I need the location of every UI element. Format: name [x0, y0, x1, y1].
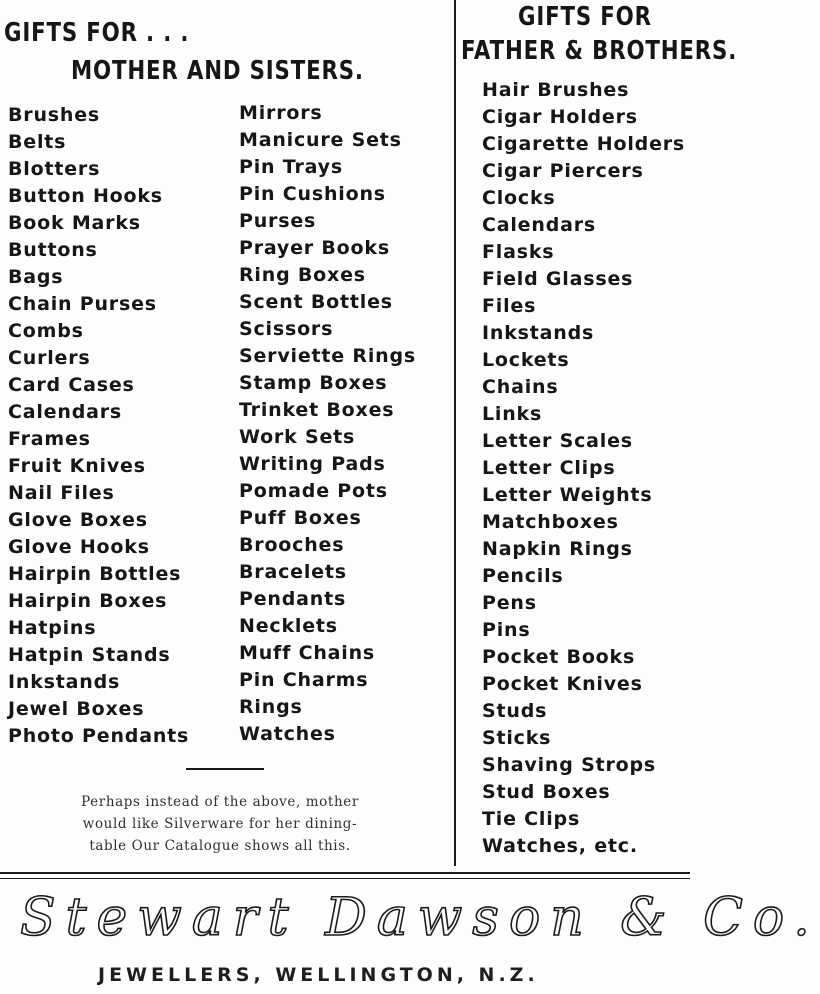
gift-item: Calendars	[8, 401, 122, 423]
gift-item: Rings	[239, 696, 303, 718]
note-line-3: table Our Catalogue shows all this.	[89, 838, 351, 854]
gift-item: Pin Charms	[239, 669, 369, 691]
mother-sisters-list-column1	[8, 102, 189, 750]
right-heading-line1: GIFTS FOR	[518, 2, 652, 32]
left-heading-line2: MOTHER AND SISTERS.	[71, 56, 364, 86]
gift-item: Letter Weights	[482, 484, 653, 506]
gift-item: Combs	[8, 320, 84, 342]
gift-item: Brooches	[239, 534, 345, 556]
gift-item: Jewel Boxes	[8, 698, 145, 720]
gift-item: Chains	[482, 376, 559, 398]
gift-item: Pomade Pots	[239, 480, 388, 502]
gift-item: Writing Pads	[239, 453, 386, 475]
note-line-2: would like Silverware for her dining-	[82, 816, 358, 832]
gift-item: Button Hooks	[8, 185, 163, 207]
footer-rule-bottom	[0, 878, 690, 879]
gift-item: Brushes	[8, 104, 101, 126]
gift-item: Napkin Rings	[482, 538, 633, 560]
gift-item: Blotters	[8, 158, 101, 180]
gift-item: Scent Bottles	[239, 291, 393, 313]
gift-item: Work Sets	[239, 426, 356, 448]
gift-item: Photo Pendants	[8, 725, 190, 747]
gift-item: Watches	[239, 723, 336, 745]
gift-item: Lockets	[482, 349, 570, 371]
father-brothers-list	[482, 77, 685, 860]
gift-item: Hairpin Bottles	[8, 563, 182, 585]
gift-item: Purses	[239, 210, 317, 232]
gift-item: Inkstands	[482, 322, 595, 344]
gift-item: Cigar Piercers	[482, 160, 644, 182]
gift-item: Trinket Boxes	[239, 399, 395, 421]
gift-item: Glove Hooks	[8, 536, 150, 558]
gift-item: Pens	[482, 592, 537, 614]
note-line-1: Perhaps instead of the above, mother	[81, 794, 359, 810]
gift-item: Necklets	[239, 615, 338, 637]
gift-item: Watches, etc.	[482, 835, 638, 857]
footer-rule-top	[0, 872, 690, 874]
gift-item: Shaving Strops	[482, 754, 656, 776]
gift-item: Pin Trays	[239, 156, 343, 178]
gift-item: Field Glasses	[482, 268, 634, 290]
gift-item: Files	[482, 295, 537, 317]
gift-item: Pendants	[239, 588, 347, 610]
gift-item: Glove Boxes	[8, 509, 148, 531]
gift-item: Clocks	[482, 187, 556, 209]
right-heading-line2: FATHER & BROTHERS.	[461, 36, 738, 66]
gift-item: Nail Files	[8, 482, 115, 504]
gift-item: Studs	[482, 700, 548, 722]
gift-item: Belts	[8, 131, 67, 153]
gift-item: Matchboxes	[482, 511, 619, 533]
gift-item: Tie Clips	[482, 808, 581, 830]
gift-item: Book Marks	[8, 212, 141, 234]
gift-item: Serviette Rings	[239, 345, 416, 367]
gift-item: Letter Scales	[482, 430, 633, 452]
gift-item: Letter Clips	[482, 457, 616, 479]
gift-item: Pins	[482, 619, 531, 641]
gift-item: Buttons	[8, 239, 98, 261]
gift-item: Pin Cushions	[239, 183, 386, 205]
gift-item: Cigar Holders	[482, 106, 638, 128]
gift-item: Bags	[8, 266, 64, 288]
left-heading-line1: GIFTS FOR . . .	[4, 18, 190, 48]
silverware-note	[40, 791, 400, 857]
column-divider	[454, 0, 456, 866]
gift-item: Manicure Sets	[239, 129, 402, 151]
gift-item: Curlers	[8, 347, 91, 369]
gift-item: Puff Boxes	[239, 507, 362, 529]
brand-address: JEWELLERS, WELLINGTON, N.Z.	[98, 964, 539, 986]
gift-item: Bracelets	[239, 561, 347, 583]
gift-item: Hairpin Boxes	[8, 590, 168, 612]
gift-item: Inkstands	[8, 671, 121, 693]
gift-item: Prayer Books	[239, 237, 390, 259]
gift-item: Links	[482, 403, 543, 425]
gift-item: Hair Brushes	[482, 79, 630, 101]
gift-item: Fruit Knives	[8, 455, 146, 477]
gift-item: Chain Purses	[8, 293, 157, 315]
gift-item: Hatpin Stands	[8, 644, 171, 666]
gift-item: Scissors	[239, 318, 334, 340]
gift-item: Card Cases	[8, 374, 135, 396]
gift-item: Hatpins	[8, 617, 97, 639]
gift-item: Cigarette Holders	[482, 133, 686, 155]
gift-item: Mirrors	[239, 102, 323, 124]
brand-name: Stewart Dawson & Co.	[20, 888, 820, 948]
gift-item: Flasks	[482, 241, 555, 263]
gift-item: Frames	[8, 428, 91, 450]
note-divider	[186, 768, 264, 770]
gift-item: Pocket Books	[482, 646, 636, 668]
gift-item: Pencils	[482, 565, 564, 587]
gift-item: Pocket Knives	[482, 673, 643, 695]
gift-item: Stamp Boxes	[239, 372, 388, 394]
gift-item: Sticks	[482, 727, 552, 749]
mother-sisters-list-column2	[239, 100, 416, 748]
gift-item: Stud Boxes	[482, 781, 611, 803]
gift-item: Muff Chains	[239, 642, 376, 664]
gift-item: Calendars	[482, 214, 596, 236]
gift-item: Ring Boxes	[239, 264, 366, 286]
